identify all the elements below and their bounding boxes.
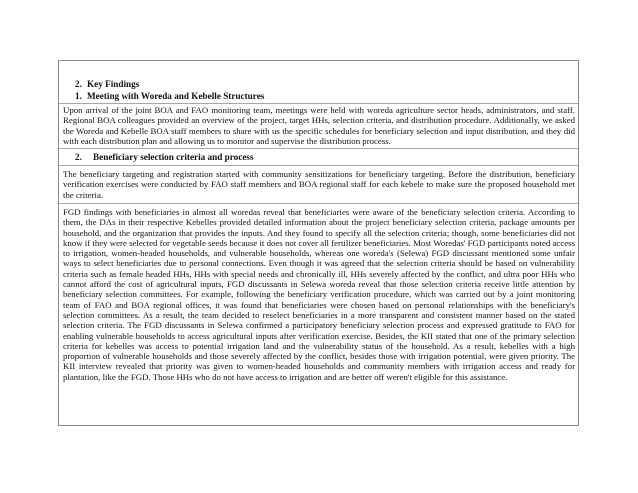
- section-number: 2.: [75, 152, 82, 162]
- rule-divider: [59, 148, 578, 149]
- paragraph-meetings: Upon arrival of the joint BOA and FAO monitoring team, meetings were held with woreda agriculture sector heads, administrators, and staff. Regional BOA colleagues provided an overview of the project, target HHs, selection criteria, and distribution procedure. Additionally, we asked the Woreda and Kebelle BOA staff members to share with us the specific schedules for beneficiary selection and input distribution, and they did with each distribution plan and allowing us to monitor and supervise the distribution process.: [63, 105, 575, 146]
- list-item-key-findings: [75, 79, 139, 90]
- list-item-meeting-structures: [75, 91, 264, 102]
- paragraph-fgd-findings: FGD findings with beneficiaries in almost all woredas reveal that beneficiaries were aware of the beneficiary selection criteria. According to them, the DAs in their respective Kebelles provided detailed information about the project beneficiary selection criteria, package amounts per household, and the organization that provides the inputs. And they found to specify all the selection criteria; though, some beneficiaries did not know if they were selected for vegetable seeds because it does not cover all fertilizer beneficiaries. Most Woredas' FGD participants noted access to irrigation, women-headed households, and vulnerable households, whereas one woreda's (Selewa) FGD discussant mentioned some unfair ways to select beneficiaries due to personal connections. Even though it was agreed that the selection criteria should be based on vulnerability criteria such as female headed HHs, HHs with special needs and chronically ill, HHs severely affected by the conflict, and ultra poor HHs who cannot afford the cost of agricultural inputs, FGD discussants in Selewa woreda reveal that those selection criteria receive little attention by beneficiary selection committees. For example, following the beneficiary verification procedure, which was carried out by a joint monitoring team of FAO and BOA regional offices, it was found that beneficiaries were chosen based on personal relationships with the beneficiary's selection committees. As a result, the team decided to reselect beneficiaries in a more transparent and consistent manner based on the stated selection criteria. The FGD discussants in Selewa confirmed a participatory beneficiary selection process and expressed gratitude to FAO for enabling vulnerable households to access agricultural inputs after verification exercise. Besides, the KII stated that one of the primary selection criteria for kebelles was access to potential irrigation land and the vulnerability status of the household. As a result, kebelles with a high proportion of vulnerable households and those severely affected by the conflict, besides those with irrigation potential, were given priority. The KII interview revealed that priority was given to women-headed households and community members with irrigation access and ready for plantation, like the FGD. Those HHs who do not have access to irrigation and are better off weren't eligible for this assistance.: [63, 207, 575, 382]
- paragraph-targeting: The beneficiary targeting and registration started with community sensitizations for beneficiary targeting. Before the distribution, beneficiary verification exercises were conducted by FAO staff members and BOA regional staff for each kebele to make sure the proposed household met the criteria.: [63, 169, 575, 200]
- list-item-number: 2.: [75, 79, 82, 89]
- section-heading-beneficiary-selection: [75, 152, 254, 163]
- section-title: Beneficiary selection criteria and process: [93, 152, 254, 162]
- list-item-label: Meeting with Woreda and Kebelle Structures: [87, 91, 265, 101]
- rule-divider: [59, 165, 578, 166]
- document-frame: [58, 60, 579, 426]
- list-item-number: 1.: [75, 91, 82, 101]
- rule-divider: [59, 203, 578, 204]
- list-item-label: Key Findings: [87, 79, 140, 89]
- rule-divider: [59, 103, 578, 104]
